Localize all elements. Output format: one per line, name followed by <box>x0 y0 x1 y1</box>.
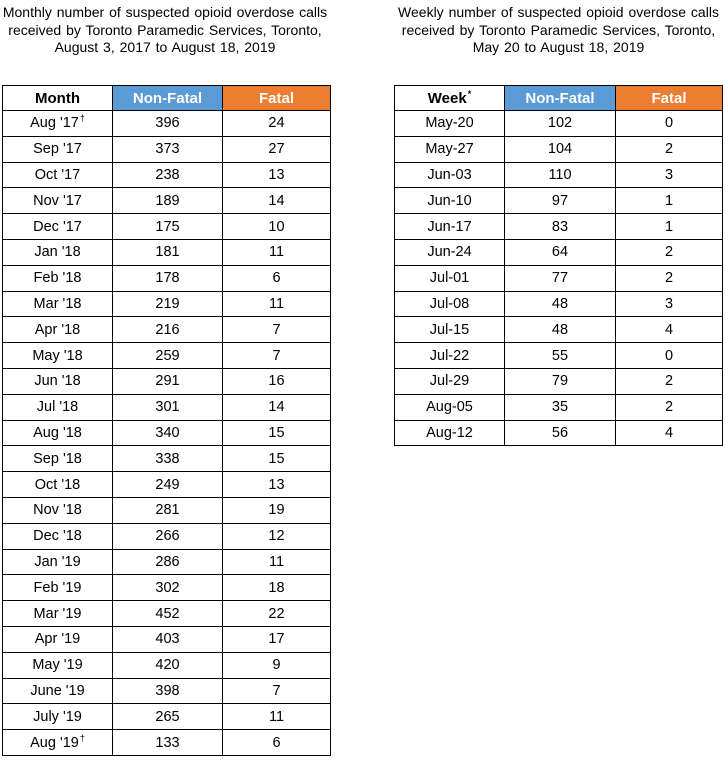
non-fatal-cell: 55 <box>505 343 616 369</box>
monthly-table-row <box>3 626 331 652</box>
monthly-table-row <box>3 214 331 240</box>
fatal-cell: 0 <box>616 343 723 369</box>
period-cell <box>3 652 113 678</box>
monthly-table-row <box>3 136 331 162</box>
weekly-table-row <box>395 214 723 240</box>
period-cell <box>395 162 505 188</box>
fatal-cell: 11 <box>223 291 331 317</box>
weekly-header-row <box>395 86 723 111</box>
weekly-table-title: Weekly number of suspected opioid overdose calls received by Toronto Paramedic Services, Toronto, May 20 to August 18, 2019 <box>398 4 719 55</box>
period-label: May-20 <box>425 115 474 132</box>
period-label: Jul-29 <box>429 373 470 390</box>
period-cell <box>3 420 113 446</box>
period-cell <box>395 111 505 137</box>
monthly-table-row <box>3 291 331 317</box>
period-cell <box>395 317 505 343</box>
period-cell <box>3 601 113 627</box>
period-label: May-27 <box>425 141 474 158</box>
fatal-cell: 17 <box>223 626 331 652</box>
weekly-table-row <box>395 343 723 369</box>
fatal-cell: 1 <box>616 214 723 240</box>
monthly-table-row <box>3 162 331 188</box>
period-label: Apr '19 <box>34 631 81 648</box>
period-label: Jul-01 <box>429 270 470 287</box>
period-label: Dec '17 <box>33 218 82 235</box>
monthly-table-row <box>3 317 331 343</box>
non-fatal-cell: 396 <box>113 111 223 137</box>
fatal-cell: 15 <box>223 420 331 446</box>
period-cell <box>3 497 113 523</box>
non-fatal-cell: 48 <box>505 317 616 343</box>
weekly-table-row <box>395 368 723 394</box>
weekly-table-row <box>395 239 723 265</box>
monthly-table-row <box>3 265 331 291</box>
fatal-cell: 7 <box>223 678 331 704</box>
period-cell <box>3 162 113 188</box>
non-fatal-cell: 178 <box>113 265 223 291</box>
month-column-header <box>3 86 113 111</box>
period-cell <box>3 343 113 369</box>
non-fatal-cell: 104 <box>505 136 616 162</box>
weekly-fatal-column-header: Fatal <box>616 86 723 111</box>
fatal-cell: 13 <box>223 472 331 498</box>
non-fatal-cell: 249 <box>113 472 223 498</box>
fatal-cell: 9 <box>223 652 331 678</box>
non-fatal-cell: 110 <box>505 162 616 188</box>
weekly-table-row <box>395 394 723 420</box>
non-fatal-cell: 403 <box>113 626 223 652</box>
non-fatal-cell: 83 <box>505 214 616 240</box>
fatal-cell: 10 <box>223 214 331 240</box>
period-cell <box>395 394 505 420</box>
weekly-table-row <box>395 111 723 137</box>
fatal-cell: 22 <box>223 601 331 627</box>
period-cell <box>3 265 113 291</box>
period-label: Aug-12 <box>426 424 473 441</box>
period-cell <box>3 446 113 472</box>
period-label: May '19 <box>32 657 83 674</box>
non-fatal-cell: 281 <box>113 497 223 523</box>
fatal-cell: 3 <box>616 291 723 317</box>
fatal-cell: 4 <box>616 420 723 446</box>
period-label: Aug-05 <box>426 399 473 416</box>
fatal-cell: 24 <box>223 111 331 137</box>
fatal-cell: 0 <box>616 111 723 137</box>
period-label: May '18 <box>32 347 83 364</box>
non-fatal-cell: 48 <box>505 291 616 317</box>
monthly-table-row <box>3 497 331 523</box>
fatal-cell: 12 <box>223 523 331 549</box>
fatal-cell: 15 <box>223 446 331 472</box>
fatal-cell: 7 <box>223 317 331 343</box>
monthly-table-row <box>3 575 331 601</box>
fatal-cell: 2 <box>616 239 723 265</box>
period-cell <box>395 368 505 394</box>
monthly-table-row <box>3 523 331 549</box>
fatal-cell: 16 <box>223 368 331 394</box>
monthly-table-row <box>3 601 331 627</box>
week-header-footnote-mark: * <box>467 88 472 99</box>
non-fatal-cell: 291 <box>113 368 223 394</box>
period-label: Sep '17 <box>33 141 82 158</box>
non-fatal-cell: 265 <box>113 704 223 730</box>
monthly-table-row <box>3 111 331 137</box>
period-label: Feb '19 <box>33 579 82 596</box>
monthly-table-body <box>3 111 331 756</box>
period-cell <box>3 626 113 652</box>
weekly-calls-table <box>394 85 723 446</box>
monthly-calls-table <box>2 85 331 756</box>
period-label: Jun-10 <box>427 192 472 209</box>
non-fatal-cell: 181 <box>113 239 223 265</box>
monthly-table-title: Monthly number of suspected opioid overdose calls received by Toronto Paramedic Services, Toronto, August 3, 2017 to August 18, 2019 <box>2 4 328 55</box>
footnote-mark: † <box>79 113 85 124</box>
fatal-cell: 11 <box>223 704 331 730</box>
fatal-cell: 27 <box>223 136 331 162</box>
weekly-table-row <box>395 317 723 343</box>
monthly-table-row <box>3 730 331 756</box>
period-label: Jan '19 <box>34 553 81 570</box>
fatal-cell: 6 <box>223 730 331 756</box>
non-fatal-cell: 97 <box>505 188 616 214</box>
period-label: Jun-17 <box>427 218 472 235</box>
period-cell <box>3 291 113 317</box>
fatal-cell: 6 <box>223 265 331 291</box>
non-fatal-cell: 452 <box>113 601 223 627</box>
period-label: Oct '18 <box>34 476 81 493</box>
period-cell <box>3 730 113 756</box>
fatal-cell: 11 <box>223 239 331 265</box>
fatal-cell: 3 <box>616 162 723 188</box>
non-fatal-cell: 79 <box>505 368 616 394</box>
footnote-mark: † <box>79 732 85 743</box>
fatal-cell: 2 <box>616 136 723 162</box>
non-fatal-cell: 398 <box>113 678 223 704</box>
non-fatal-cell: 133 <box>113 730 223 756</box>
period-cell <box>3 523 113 549</box>
monthly-table-row <box>3 368 331 394</box>
non-fatal-cell: 175 <box>113 214 223 240</box>
period-label: Apr '18 <box>34 321 81 338</box>
non-fatal-cell: 189 <box>113 188 223 214</box>
fatal-cell: 7 <box>223 343 331 369</box>
monthly-fatal-column-header: Fatal <box>223 86 331 111</box>
fatal-cell: 2 <box>616 368 723 394</box>
period-label: Jun '18 <box>34 373 81 390</box>
weekly-table-row <box>395 188 723 214</box>
non-fatal-cell: 266 <box>113 523 223 549</box>
period-cell <box>3 317 113 343</box>
period-label: Jan '18 <box>34 244 81 261</box>
non-fatal-cell: 56 <box>505 420 616 446</box>
month-header-label: Month <box>35 89 80 107</box>
non-fatal-cell: 64 <box>505 239 616 265</box>
period-label: Nov '18 <box>33 502 82 519</box>
monthly-table-row <box>3 678 331 704</box>
fatal-cell: 2 <box>616 265 723 291</box>
period-cell <box>3 472 113 498</box>
fatal-cell: 1 <box>616 188 723 214</box>
period-cell <box>395 343 505 369</box>
monthly-table-row <box>3 343 331 369</box>
week-column-header <box>395 86 505 111</box>
period-cell <box>3 575 113 601</box>
non-fatal-cell: 301 <box>113 394 223 420</box>
period-label: Jun-03 <box>427 166 472 183</box>
monthly-table-row <box>3 239 331 265</box>
period-label: Jul-22 <box>429 347 470 364</box>
period-label: Feb '18 <box>33 270 82 287</box>
non-fatal-cell: 259 <box>113 343 223 369</box>
monthly-table-row <box>3 446 331 472</box>
weekly-table-row <box>395 420 723 446</box>
period-cell <box>3 368 113 394</box>
period-label: Mar '19 <box>33 605 82 622</box>
non-fatal-cell: 219 <box>113 291 223 317</box>
non-fatal-cell: 286 <box>113 549 223 575</box>
period-cell <box>3 111 113 137</box>
weekly-table-row <box>395 265 723 291</box>
non-fatal-cell: 238 <box>113 162 223 188</box>
period-label: Oct '17 <box>34 166 81 183</box>
period-label: July '19 <box>33 708 82 725</box>
period-label: Jun-24 <box>427 244 472 261</box>
period-label: Mar '18 <box>33 295 82 312</box>
monthly-table-row <box>3 652 331 678</box>
period-cell <box>395 239 505 265</box>
period-label: Jul-15 <box>429 321 470 338</box>
period-cell <box>3 394 113 420</box>
period-label: Sep '18 <box>33 450 82 467</box>
period-cell <box>395 291 505 317</box>
monthly-table-row <box>3 394 331 420</box>
period-cell <box>3 188 113 214</box>
fatal-cell: 19 <box>223 497 331 523</box>
period-cell <box>395 265 505 291</box>
monthly-table-row <box>3 704 331 730</box>
non-fatal-cell: 302 <box>113 575 223 601</box>
non-fatal-cell: 35 <box>505 394 616 420</box>
weekly-table-row <box>395 136 723 162</box>
period-label: Aug '18 <box>33 424 82 441</box>
fatal-cell: 13 <box>223 162 331 188</box>
period-cell <box>3 136 113 162</box>
period-label: Nov '17 <box>33 192 82 209</box>
period-cell <box>395 136 505 162</box>
period-label: Aug '19 <box>30 734 79 751</box>
non-fatal-cell: 77 <box>505 265 616 291</box>
monthly-table-row <box>3 472 331 498</box>
monthly-table-row <box>3 420 331 446</box>
period-cell <box>395 188 505 214</box>
period-cell <box>3 214 113 240</box>
non-fatal-cell: 340 <box>113 420 223 446</box>
non-fatal-cell: 338 <box>113 446 223 472</box>
period-label: Aug '17 <box>30 115 79 132</box>
period-cell <box>3 239 113 265</box>
fatal-cell: 18 <box>223 575 331 601</box>
week-header-label: Week <box>427 89 467 107</box>
period-cell <box>395 420 505 446</box>
period-cell <box>3 549 113 575</box>
monthly-non-fatal-column-header: Non-Fatal <box>113 86 223 111</box>
monthly-table-row <box>3 549 331 575</box>
weekly-non-fatal-column-header: Non-Fatal <box>505 86 616 111</box>
fatal-cell: 2 <box>616 394 723 420</box>
non-fatal-cell: 373 <box>113 136 223 162</box>
period-label: Jul-08 <box>429 295 470 312</box>
period-label: Dec '18 <box>33 528 82 545</box>
weekly-table-body <box>395 111 723 446</box>
fatal-cell: 4 <box>616 317 723 343</box>
period-cell <box>3 678 113 704</box>
non-fatal-cell: 216 <box>113 317 223 343</box>
period-cell <box>3 704 113 730</box>
period-label: June '19 <box>30 682 85 699</box>
weekly-table-row <box>395 291 723 317</box>
fatal-cell: 14 <box>223 394 331 420</box>
non-fatal-cell: 420 <box>113 652 223 678</box>
non-fatal-cell: 102 <box>505 111 616 137</box>
period-label: Jul '18 <box>36 399 79 416</box>
weekly-table-row <box>395 162 723 188</box>
period-cell <box>395 214 505 240</box>
fatal-cell: 14 <box>223 188 331 214</box>
fatal-cell: 11 <box>223 549 331 575</box>
monthly-header-row <box>3 86 331 111</box>
monthly-table-row <box>3 188 331 214</box>
